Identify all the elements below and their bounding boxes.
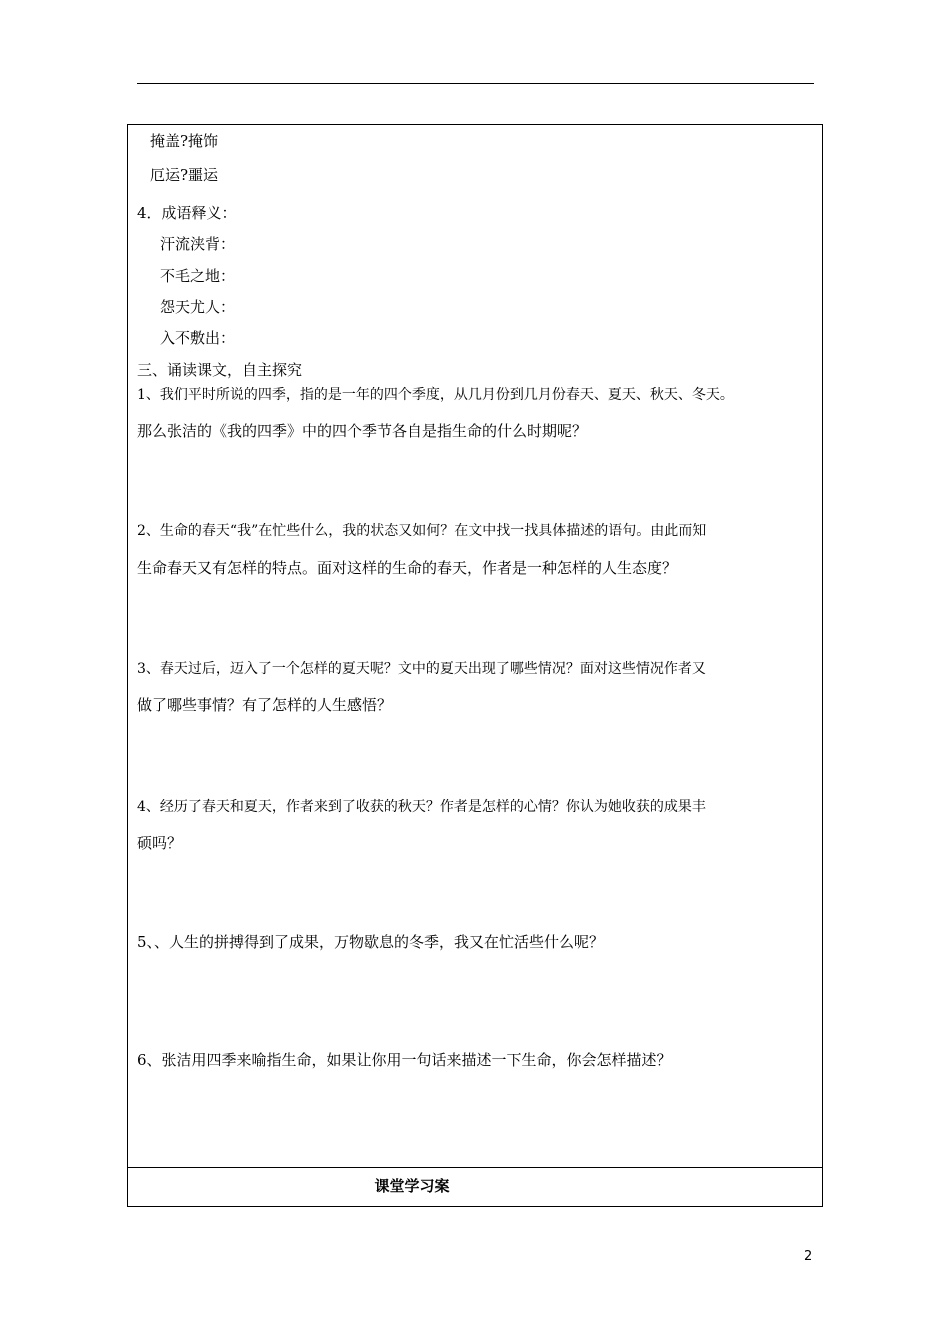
text-line-17: 5、、人生的拼搏得到了成果，万物歇息的冬季，我又在忙活些什么呢？ [137, 933, 605, 951]
text-line-9: 1、我们平时所说的四季，指的是一年的四个季度，从几月份到几月份春天、夏天、秋天、冬天。 [137, 387, 734, 403]
text-line-5: 不毛之地： [160, 267, 236, 285]
page-number: 2 [804, 1249, 813, 1264]
text-line-8: 三、诵读课文，自主探究 [137, 361, 303, 379]
text-line-12: 生命春天又有怎样的特点。面对这样的生命的春天，作者是一种怎样的人生态度？ [137, 559, 678, 577]
text-line-16: 硕吗？ [137, 834, 183, 852]
text-line-3: 4．成语释义： [137, 204, 237, 222]
text-line-13: 3、春天过后，迈入了一个怎样的夏天呢？文中的夏天出现了哪些情况？面对这些情况作者又 [137, 661, 706, 677]
text-line-15: 4、经历了春天和夏天，作者来到了收获的秋天？作者是怎样的心情？你认为她收获的成果丰 [137, 799, 706, 815]
text-line-14: 做了哪些事情？有了怎样的人生感悟？ [137, 696, 393, 714]
text-line-6: 怨天尤人： [160, 298, 236, 316]
text-line-7: 入不敷出： [160, 329, 236, 347]
text-line-2: 厄运?噩运 [150, 166, 219, 184]
header-rule [137, 83, 814, 84]
footer-title: 课堂学习案 [374, 1177, 450, 1195]
text-line-11: 2、生命的春天“我”在忙些什么，我的状态又如何？在文中找一找具体描述的语句。由此而知 [137, 523, 707, 539]
text-line-10: 那么张洁的《我的四季》中的四个季节各自是指生命的什么时期呢？ [137, 422, 588, 440]
text-line-18: 6、张洁用四季来喻指生命，如果让你用一句话来描述一下生命，你会怎样描述？ [137, 1051, 672, 1069]
frame-divider [127, 1167, 823, 1168]
text-line-1: 掩盖?掩饰 [150, 132, 219, 150]
text-line-4: 汗流浃背： [160, 235, 236, 253]
